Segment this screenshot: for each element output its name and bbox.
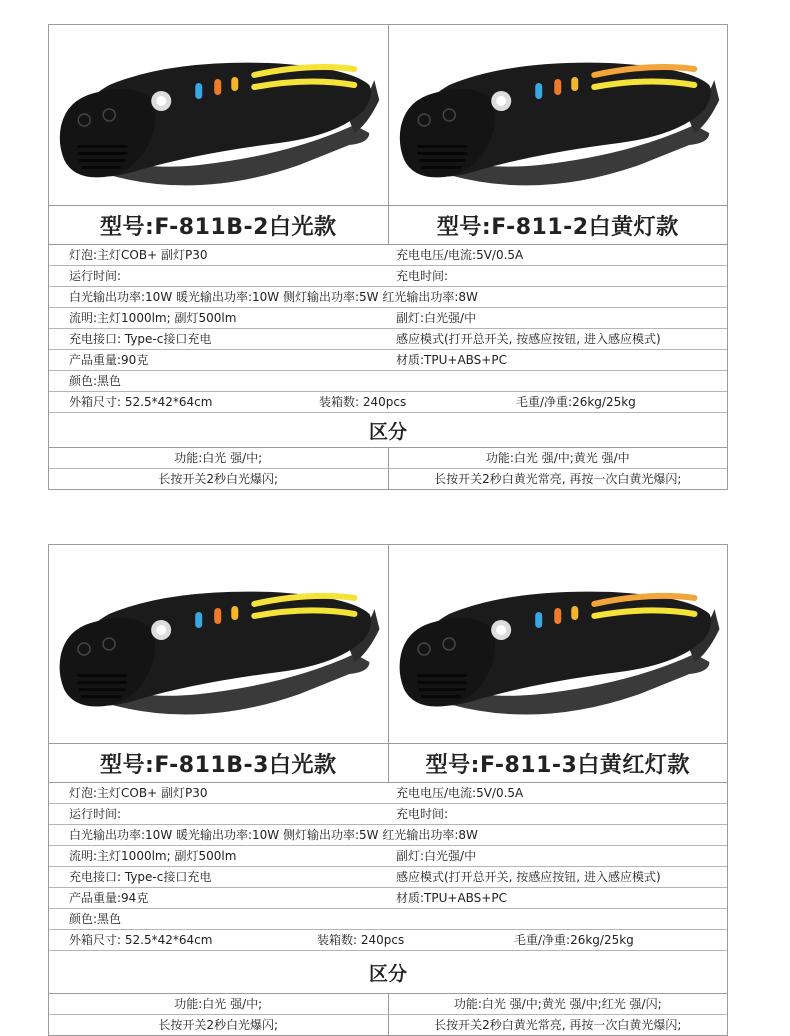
diff-cell: 功能:白光 强/中;: [174, 997, 263, 1011]
spec-run-time: 运行时间:: [69, 807, 122, 821]
spec-aux-light: 副灯:白光强/中: [396, 849, 477, 863]
headlamp-photo-white-yellow: [388, 25, 728, 205]
spec-row: [49, 930, 727, 951]
spec-power: 白光输出功率:10W 暖光输出功率:10W 侧灯输出功率:5W 红光输出功率:8W: [69, 290, 478, 304]
diff-row: [49, 994, 727, 1015]
model-title-row: [49, 206, 727, 245]
spec-bulb: 灯泡:主灯COB+ 副灯P30: [69, 786, 208, 800]
spec-lumen: 流明:主灯1000lm; 副灯500lm: [69, 311, 237, 325]
spec-gross: 毛重/净重:26kg/25kg: [514, 933, 634, 947]
spec-weight: 产品重量:90克: [69, 353, 149, 367]
spec-lumen: 流明:主灯1000lm; 副灯500lm: [69, 849, 237, 863]
spec-sensor: 感应模式(打开总开关, 按感应按钮, 进入感应模式): [396, 870, 661, 884]
spec-port: 充电接口: Type-c接口充电: [69, 332, 212, 346]
diff-row: [49, 469, 727, 489]
spec-row: [49, 350, 727, 371]
spec-aux-light: 副灯:白光强/中: [396, 311, 477, 325]
headlamp-photo-white: [49, 25, 388, 205]
model-title: 型号:F-811B-2白光款: [100, 214, 337, 240]
spec-gross: 毛重/净重:26kg/25kg: [516, 395, 636, 409]
spec-row: [49, 888, 727, 909]
model-title-row: [49, 744, 727, 783]
spec-charge-time: 充电时间:: [396, 807, 449, 821]
model-title: 型号:F-811-3白黄红灯款: [388, 744, 728, 782]
spec-qty: 装箱数: 240pcs: [317, 933, 405, 947]
spec-row: [49, 308, 727, 329]
spec-bulb: 灯泡:主灯COB+ 副灯P30: [69, 248, 208, 262]
spec-charge-voltage: 充电电压/电流:5V/0.5A: [396, 248, 524, 262]
product-block-1: [48, 24, 728, 490]
spec-row: [49, 371, 727, 392]
spec-color: 颜色:黑色: [69, 374, 122, 388]
diff-cell: 长按开关2秒白黄光常亮, 再按一次白黄光爆闪;: [388, 469, 728, 489]
spec-sensor: 感应模式(打开总开关, 按感应按钮, 进入感应模式): [396, 332, 661, 346]
spec-row: [49, 909, 727, 930]
spec-row: [49, 245, 727, 266]
diff-cell: 功能:白光 强/中;: [174, 451, 263, 465]
spec-row: [49, 392, 727, 413]
diff-cell: 长按开关2秒白光爆闪;: [158, 1018, 279, 1032]
spec-row: [49, 266, 727, 287]
diff-heading: 区分: [49, 951, 727, 994]
headlamp-photo-white: [49, 545, 388, 743]
spec-color: 颜色:黑色: [69, 912, 122, 926]
spec-row: [49, 287, 727, 308]
spec-material: 材质:TPU+ABS+PC: [396, 353, 507, 367]
diff-cell: 长按开关2秒白光爆闪;: [158, 472, 279, 486]
model-title: 型号:F-811-2白黄灯款: [388, 206, 728, 244]
spec-row: [49, 825, 727, 846]
diff-cell: 功能:白光 强/中;黄光 强/中;红光 强/闪;: [388, 994, 728, 1014]
photo-row: [49, 25, 727, 206]
spec-row: [49, 783, 727, 804]
spec-port: 充电接口: Type-c接口充电: [69, 870, 212, 884]
spec-charge-time: 充电时间:: [396, 269, 449, 283]
spec-charge-voltage: 充电电压/电流:5V/0.5A: [396, 786, 524, 800]
spec-row: [49, 867, 727, 888]
headlamp-photo-white-yellow-red: [388, 545, 728, 743]
spec-qty: 装箱数: 240pcs: [319, 395, 407, 409]
diff-row: [49, 1015, 727, 1035]
diff-heading: 区分: [49, 413, 727, 448]
product-block-2: [48, 544, 728, 1036]
diff-cell: 功能:白光 强/中;黄光 强/中: [388, 448, 728, 468]
spec-carton: 外箱尺寸: 52.5*42*64cm: [69, 395, 213, 409]
spec-row: [49, 804, 727, 825]
spec-row: [49, 846, 727, 867]
diff-cell: 长按开关2秒白黄光常亮, 再按一次白黄光爆闪;: [388, 1015, 728, 1035]
model-title: 型号:F-811B-3白光款: [100, 752, 337, 778]
spec-weight: 产品重量:94克: [69, 891, 149, 905]
spec-run-time: 运行时间:: [69, 269, 122, 283]
spec-material: 材质:TPU+ABS+PC: [396, 891, 507, 905]
photo-row: [49, 545, 727, 744]
spec-row: [49, 329, 727, 350]
spec-carton: 外箱尺寸: 52.5*42*64cm: [69, 933, 213, 947]
diff-row: [49, 448, 727, 469]
spec-power: 白光输出功率:10W 暖光输出功率:10W 侧灯输出功率:5W 红光输出功率:8W: [69, 828, 478, 842]
